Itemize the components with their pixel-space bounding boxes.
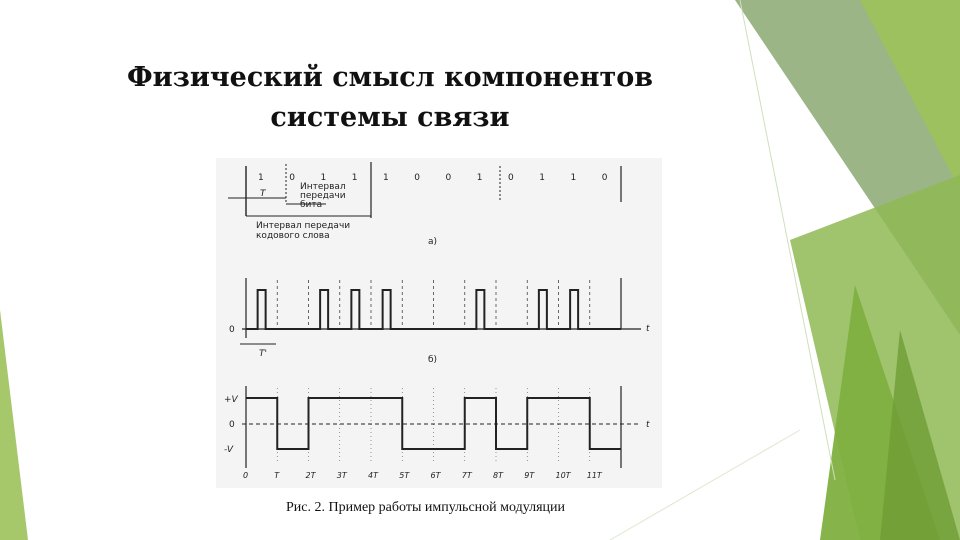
bit-interval-label-3: бита [300, 200, 323, 210]
slide-title [60, 58, 720, 138]
panel-a [228, 162, 621, 247]
bit-label: 0 [601, 173, 608, 183]
panel-c-zero-label: 0 [229, 420, 235, 430]
bit-label: 0 [508, 173, 514, 183]
plus-v-label: +V [224, 395, 238, 405]
panel-c-t-label: t [646, 420, 650, 430]
panel-b-label: б) [428, 355, 438, 365]
time-tick-label: 9T [524, 471, 535, 480]
bit-label: 1 [570, 173, 577, 183]
bit-label: 1 [476, 173, 483, 183]
panel-a-label: a) [428, 237, 438, 247]
panel-b [229, 278, 650, 365]
time-tick-label: 0 [243, 471, 249, 480]
modulation-figure [216, 158, 662, 488]
minus-v-label: -V [224, 445, 234, 455]
t-interval-label: T [260, 189, 266, 199]
panel-b-gridlines [277, 280, 590, 329]
bit-label: 1 [351, 173, 358, 183]
title-line-1: Физический смысл компонентов [127, 62, 653, 93]
time-tick-label: 10T [555, 471, 571, 480]
bit-label: 1 [320, 173, 327, 183]
bit-label: 1 [258, 173, 264, 183]
bit-label: 1 [539, 173, 545, 183]
bit-interval-label-1: Интервал [300, 182, 346, 192]
time-tick-label: 3T [336, 471, 347, 480]
word-interval-label-2: кодового слова [256, 231, 330, 241]
bit-interval-label-2: передачи [300, 191, 346, 201]
time-tick-label: 2T [305, 471, 316, 480]
bit-label: 0 [414, 173, 420, 183]
panel-b-zero-label: 0 [229, 325, 235, 335]
time-tick-label: 5T [399, 471, 410, 480]
deco-triangle-left [0, 310, 28, 540]
bit-label: 1 [383, 173, 389, 183]
time-tick-label: 7T [461, 471, 472, 480]
time-tick-labels [243, 471, 603, 480]
title-line-2: системы связи [270, 102, 510, 133]
bit-label: 0 [289, 173, 295, 183]
panel-b-t-label: t [646, 324, 650, 334]
panel-c-gridlines [277, 388, 590, 463]
word-interval-label-1: Интервал передачи [256, 221, 351, 231]
modulation-diagram [216, 158, 662, 488]
bit-label: 0 [445, 173, 452, 183]
time-tick-label: 4T [368, 471, 378, 480]
figure-caption: Рис. 2. Пример работы импульсной модуляции [286, 500, 566, 515]
time-tick-label: T [274, 471, 280, 480]
time-tick-label: 6T [430, 471, 441, 480]
pulse-width-label: T' [259, 349, 267, 359]
panel-c [224, 386, 650, 480]
time-tick-label: 11T [586, 471, 602, 480]
time-tick-label: 8T [493, 471, 503, 480]
